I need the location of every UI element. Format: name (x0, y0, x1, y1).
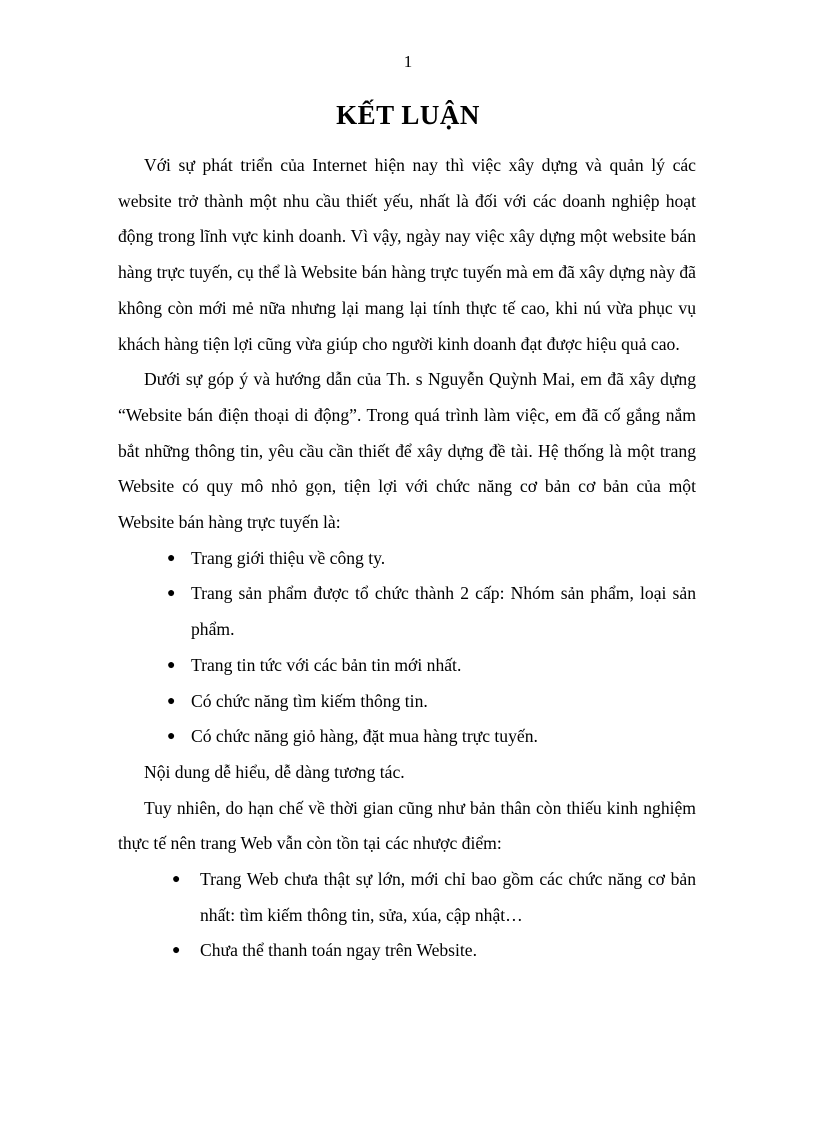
bullet-icon: ● (167, 550, 176, 566)
list-item-text: Chưa thể thanh toán ngay trên Website. (200, 940, 478, 961)
list-item-text: Trang tin tức với các bản tin mới nhất. (191, 654, 462, 675)
paragraph-limitations: Tuy nhiên, do hạn chế về thời gian cũng như bản thân còn thiếu kinh nghiệm thực tế nên trang Web vẫn còn tồn tại các nhược điểm: (118, 797, 696, 854)
list-item (118, 862, 696, 933)
limitation-list (118, 862, 696, 969)
bullet-icon: ● (167, 657, 176, 673)
list-item (118, 648, 696, 684)
document-body (118, 148, 696, 969)
list-item-text: Trang sản phẩm được tổ chức thành 2 cấp: Nhóm sản phẩm, loại sản phẩm. (191, 583, 696, 640)
bullet-icon: ● (172, 872, 181, 888)
page-number: 1 (403, 52, 413, 71)
list-item (118, 684, 696, 720)
list-item-text: Trang giới thiệu về công ty. (191, 547, 386, 568)
bullet-icon: ● (167, 586, 176, 602)
list-item-text: Có chức năng giỏ hàng, đặt mua hàng trực tuyến. (191, 726, 538, 747)
paragraph-summary: Nội dung dễ hiểu, dễ dàng tương tác. (144, 761, 405, 782)
list-item (118, 933, 696, 969)
bullet-icon: ● (172, 943, 181, 959)
list-item (118, 576, 696, 647)
page-title: KẾT LUẬN (336, 100, 480, 130)
list-item (118, 719, 696, 755)
list-item-text: Trang Web chưa thật sự lớn, mới chỉ bao gồm các chức năng cơ bản nhất: tìm kiếm thông tin, sửa, xúa, cập nhật… (200, 869, 696, 925)
bullet-icon: ● (167, 729, 176, 745)
list-item (118, 541, 696, 577)
feature-list (118, 541, 696, 755)
list-item-text: Có chức năng tìm kiếm thông tin. (191, 690, 428, 711)
paragraph-guidance: Dưới sự góp ý và hướng dẫn của Th. s Nguyễn Quỳnh Mai, em đã xây dựng “Website bán điện thoại di động”. Trong quá trình làm việc, em đã cố gắng nắm bắt những thông tin, yêu cầu cần thiết để xây dựng đề tài. Hệ thống là một trang Website có quy mô nhỏ gọn, tiện lợi với chức năng cơ bản cơ bản của một Website bán hàng trực tuyến là: (118, 369, 696, 533)
bullet-icon: ● (167, 693, 176, 709)
paragraph-intro: Với sự phát triển của Internet hiện nay thì việc xây dựng và quản lý các website trở thành một nhu cầu thiết yếu, nhất là đối với các doanh nghiệp hoạt động trong lĩnh vực kinh doanh. Vì vậy, ngày nay việc xây dựng một website bán hàng trực tuyến, cụ thể là Website bán hàng trực tuyến mà em đã xây dựng này đã không còn mới mẻ nữa nhưng lại mang lại tính thực tế cao, khi nú vừa phục vụ khách hàng tiện lợi cũng vừa giúp cho người kinh doanh đạt được hiệu quả cao. (118, 155, 696, 354)
